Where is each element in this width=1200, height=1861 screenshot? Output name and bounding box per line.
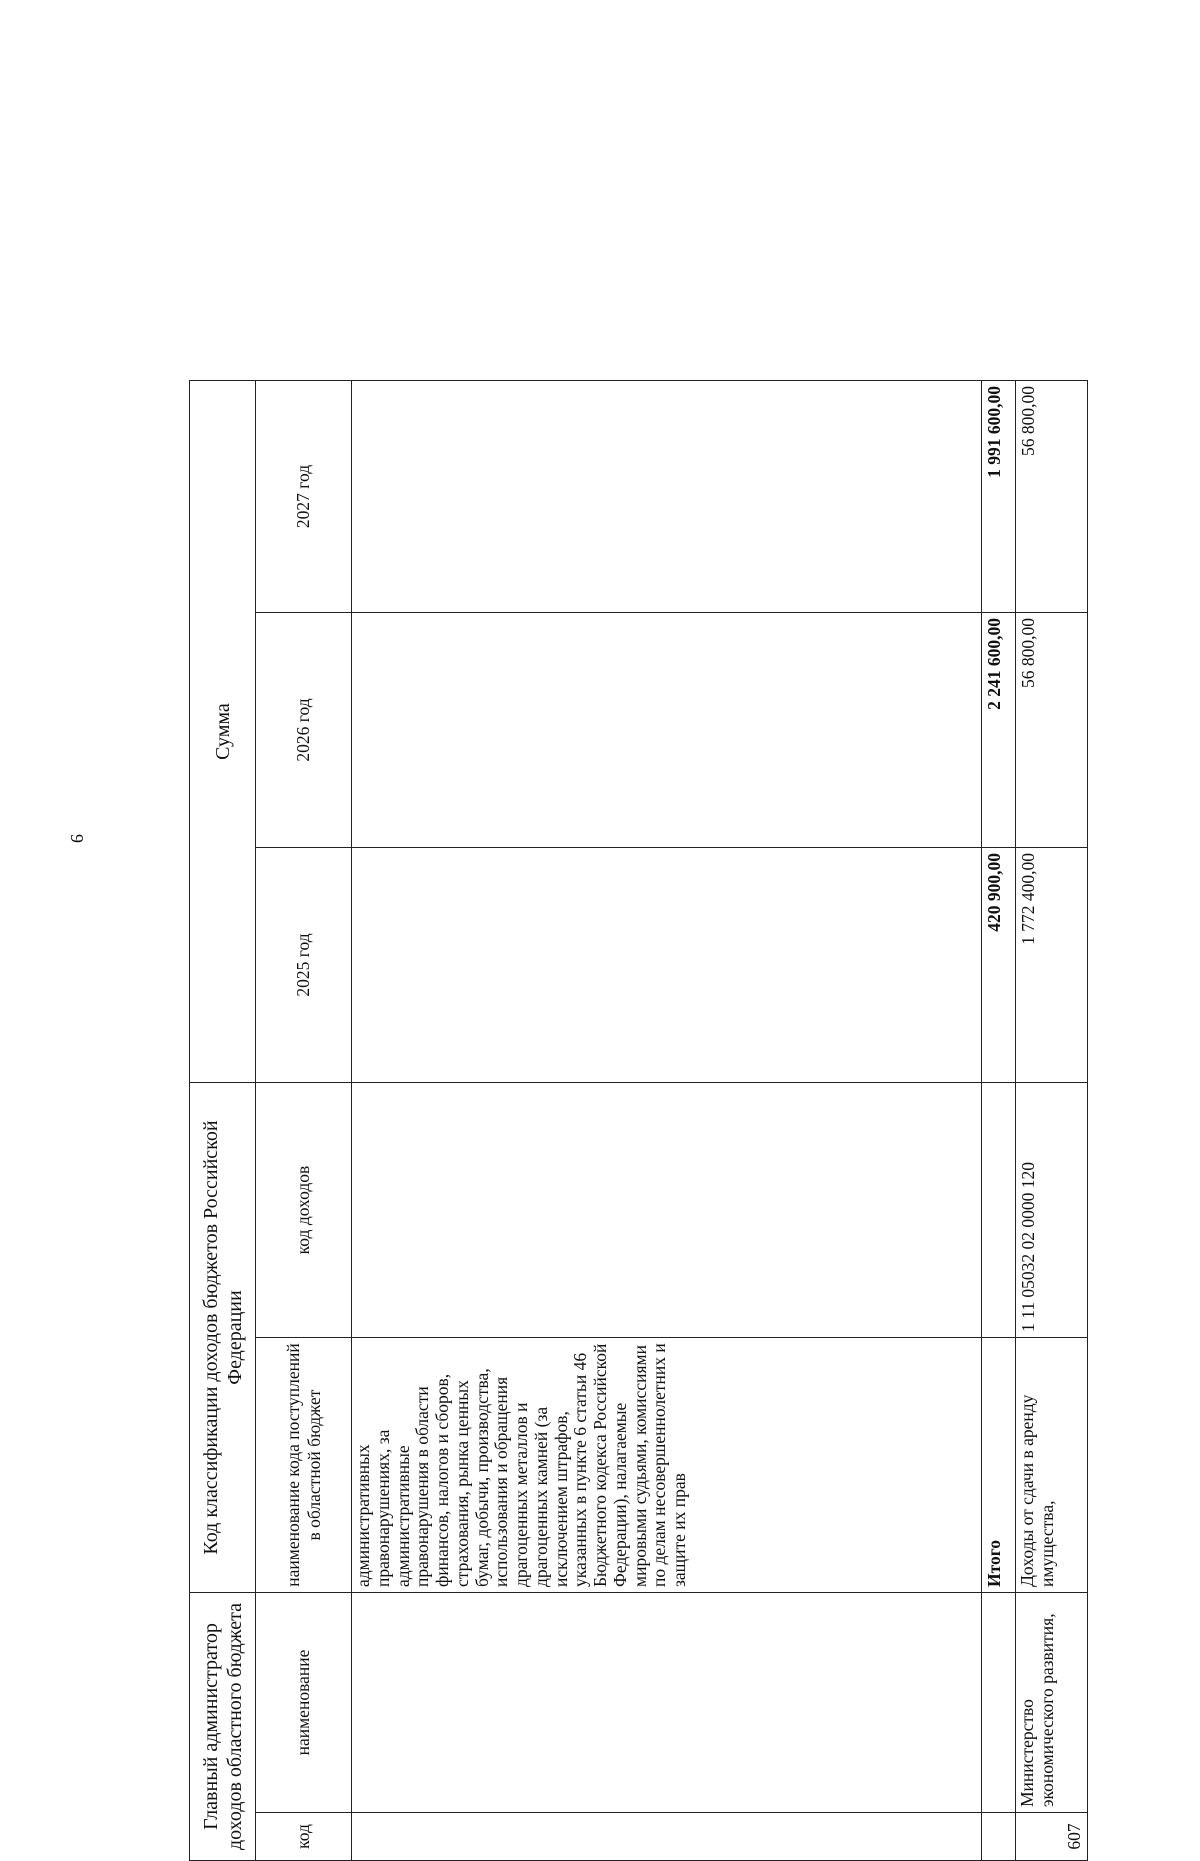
cell-2026: 56 800,00 [1016, 613, 1088, 848]
cell-total-2026: 2 241 600,00 [982, 613, 1016, 848]
cell-admin-name: Министерство экономического развития, [1016, 1593, 1088, 1813]
cell-code [982, 1813, 1016, 1861]
table-row-total [982, 381, 1016, 1861]
header-year-2027: 2027 год [256, 381, 352, 613]
table-header [190, 381, 352, 1861]
table-row [1016, 381, 1088, 1861]
header-admin-code: код [256, 1813, 352, 1861]
cell-income-name: Доходы от сдачи в аренду имущества, [1016, 1338, 1088, 1593]
cell-income-code [982, 1083, 1016, 1338]
header-admin-group: Главный администратор доходов областного бюджета [190, 1593, 256, 1861]
cell-2025: 1 772 400,00 [1016, 848, 1088, 1083]
header-code-group: Код классификации доходов бюджетов Российской Федерации [190, 1083, 256, 1593]
table-row [352, 381, 982, 1861]
cell-2027 [352, 381, 982, 613]
cell-income-name: административных правонарушениях, за административные правонарушения в области финансов, налогов и сборов, страхования, рынка ценных бумаг, добычи, производства, использования и обращения драгоценных металлов и драгоценных камней (за исключением штрафов, указанных в пункте 6 статьи 46 Бюджетного кодекса Российской Федерации), налагаемые мировыми судьями, комиссиями по делам несовершеннолетних и защите их прав [352, 1338, 982, 1593]
header-year-2025: 2025 год [256, 848, 352, 1083]
budget-income-table [189, 380, 1088, 1861]
cell-total-label: Итого [982, 1338, 1016, 1593]
header-income-name: наименование кода поступлений в областной бюджет [256, 1338, 352, 1593]
header-income-code: код доходов [256, 1083, 352, 1338]
cell-total-2027: 1 991 600,00 [982, 381, 1016, 613]
header-sum-group: Сумма [190, 381, 256, 1083]
rotated-table-wrapper [189, 381, 1087, 1861]
cell-admin-name [982, 1593, 1016, 1813]
cell-2025 [352, 848, 982, 1083]
header-year-2026: 2026 год [256, 613, 352, 848]
cell-income-code: 1 11 05032 02 0000 120 [1016, 1083, 1088, 1338]
cell-admin-name [352, 1593, 982, 1813]
cell-2027: 56 800,00 [1016, 381, 1088, 613]
cell-code [352, 1813, 982, 1861]
cell-income-code [352, 1083, 982, 1338]
cell-2026 [352, 613, 982, 848]
page-number: 9 [67, 834, 87, 843]
cell-total-2025: 420 900,00 [982, 848, 1016, 1083]
header-admin-name: наименование [256, 1593, 352, 1813]
cell-code: 607 [1016, 1813, 1088, 1861]
